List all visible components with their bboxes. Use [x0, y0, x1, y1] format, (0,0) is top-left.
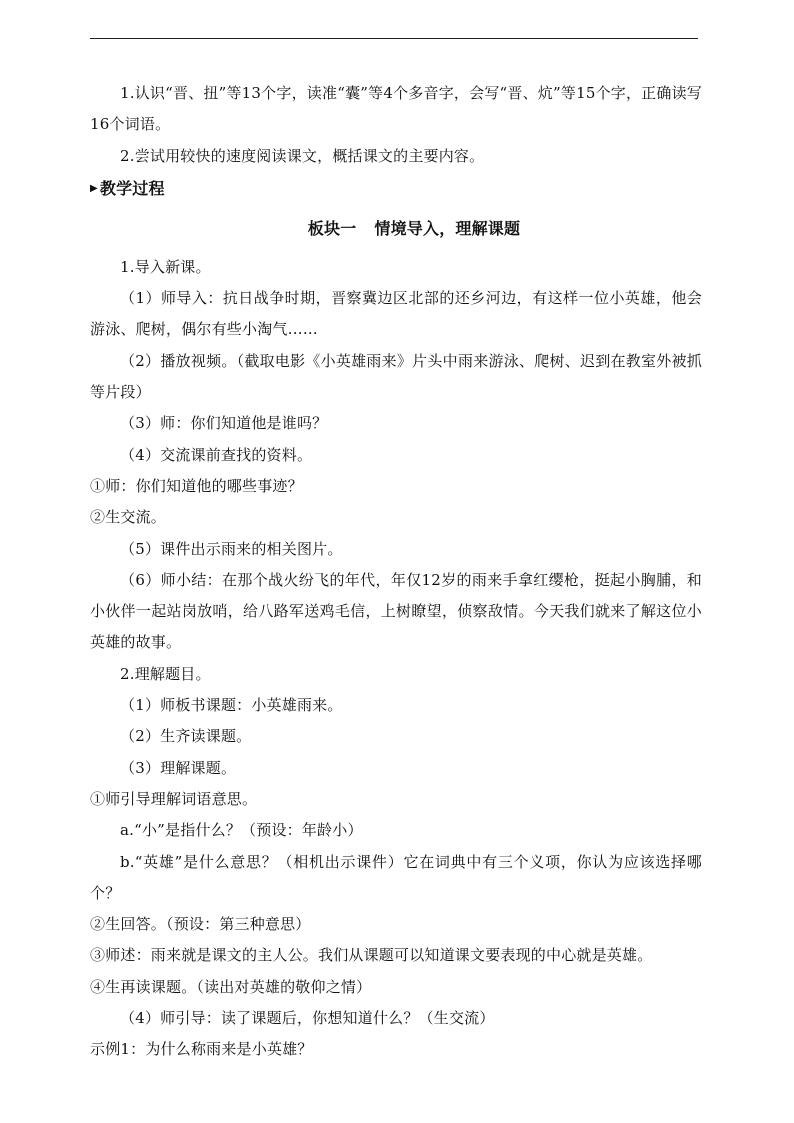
section-heading [90, 172, 702, 206]
intro-item: （2）播放视频。（截取电影《小英雄雨来》片头中雨来游泳、爬树、迟到在教室外被抓等片段） [90, 351, 702, 402]
lesson-content [90, 78, 702, 1066]
section-heading-text: 教学过程 [99, 178, 165, 198]
title-study-item: a.“小”是指什么？（预设：年龄小） [120, 821, 363, 840]
title-study-item: （4）师引导：读了课题后，你想知道什么？（生交流） [120, 1009, 495, 1028]
intro-item: ②生交流。 [90, 508, 167, 527]
intro-heading: 1.导入新课。 [120, 257, 211, 276]
title-study-item: ③师述：雨来就是课文的主人公。我们从课题可以知道课文要表现的中心就是英雄。 [90, 946, 653, 965]
title-study-item: （3）理解课题。 [120, 758, 237, 777]
goal-1: 1.认识“晋、扭”等13个字，读准“囊”等4个多音字，会写“晋、炕”等15个字，正确读写16个词语。 [90, 84, 702, 134]
title-study-heading: 2.理解题目。 [120, 664, 211, 683]
header-rule [90, 38, 698, 39]
title-study-item: （1）师板书课题：小英雄雨来。 [120, 696, 343, 715]
title-study-item: ①师引导理解词语意思。 [90, 789, 258, 808]
block-title-name: 情境导入，理解课题 [374, 218, 521, 238]
block-title [90, 206, 702, 252]
title-study-item: ②生回答。（预设：第三种意思） [90, 915, 311, 934]
block-title-part: 板块一 [307, 218, 357, 238]
intro-item: （1）师导入：抗日战争时期，晋察冀边区北部的还乡河边，有这样一位小英雄，他会游泳、爬树，偶尔有些小淘气…… [90, 289, 702, 339]
intro-item: （6）师小结：在那个战火纷飞的年代，年仅12岁的雨来手拿红缨枪，挺起小胸脯，和小伙伴一起站岗放哨，给八路军送鸡毛信，上树瞭望，侦察敌情。今天我们就来了解这位小英雄的故事。 [90, 570, 702, 652]
title-study-item: （2）生齐读课题。 [120, 727, 252, 746]
intro-item: （4）交流课前查找的资料。 [120, 445, 313, 464]
goal-2: 2.尝试用较快的速度阅读课文，概括课文的主要内容。 [120, 146, 485, 165]
intro-item: （5）课件出示雨来的相关图片。 [120, 539, 343, 558]
title-study-item: 示例1：为什么称雨来是小英雄？ [90, 1040, 313, 1059]
title-study-item: b.“英雄”是什么意思？（相机出示课件）它在词典中有三个义项，你认为应该选择哪个？ [90, 852, 702, 902]
intro-item: ①师：你们知道他的哪些事迹？ [90, 476, 303, 495]
intro-item: （3）师：你们知道他是谁吗？ [120, 414, 328, 433]
title-study-item: ④生再读课题。（读出对英雄的敬仰之情） [90, 977, 372, 996]
triangle-bullet-icon: ▶ [90, 182, 98, 194]
